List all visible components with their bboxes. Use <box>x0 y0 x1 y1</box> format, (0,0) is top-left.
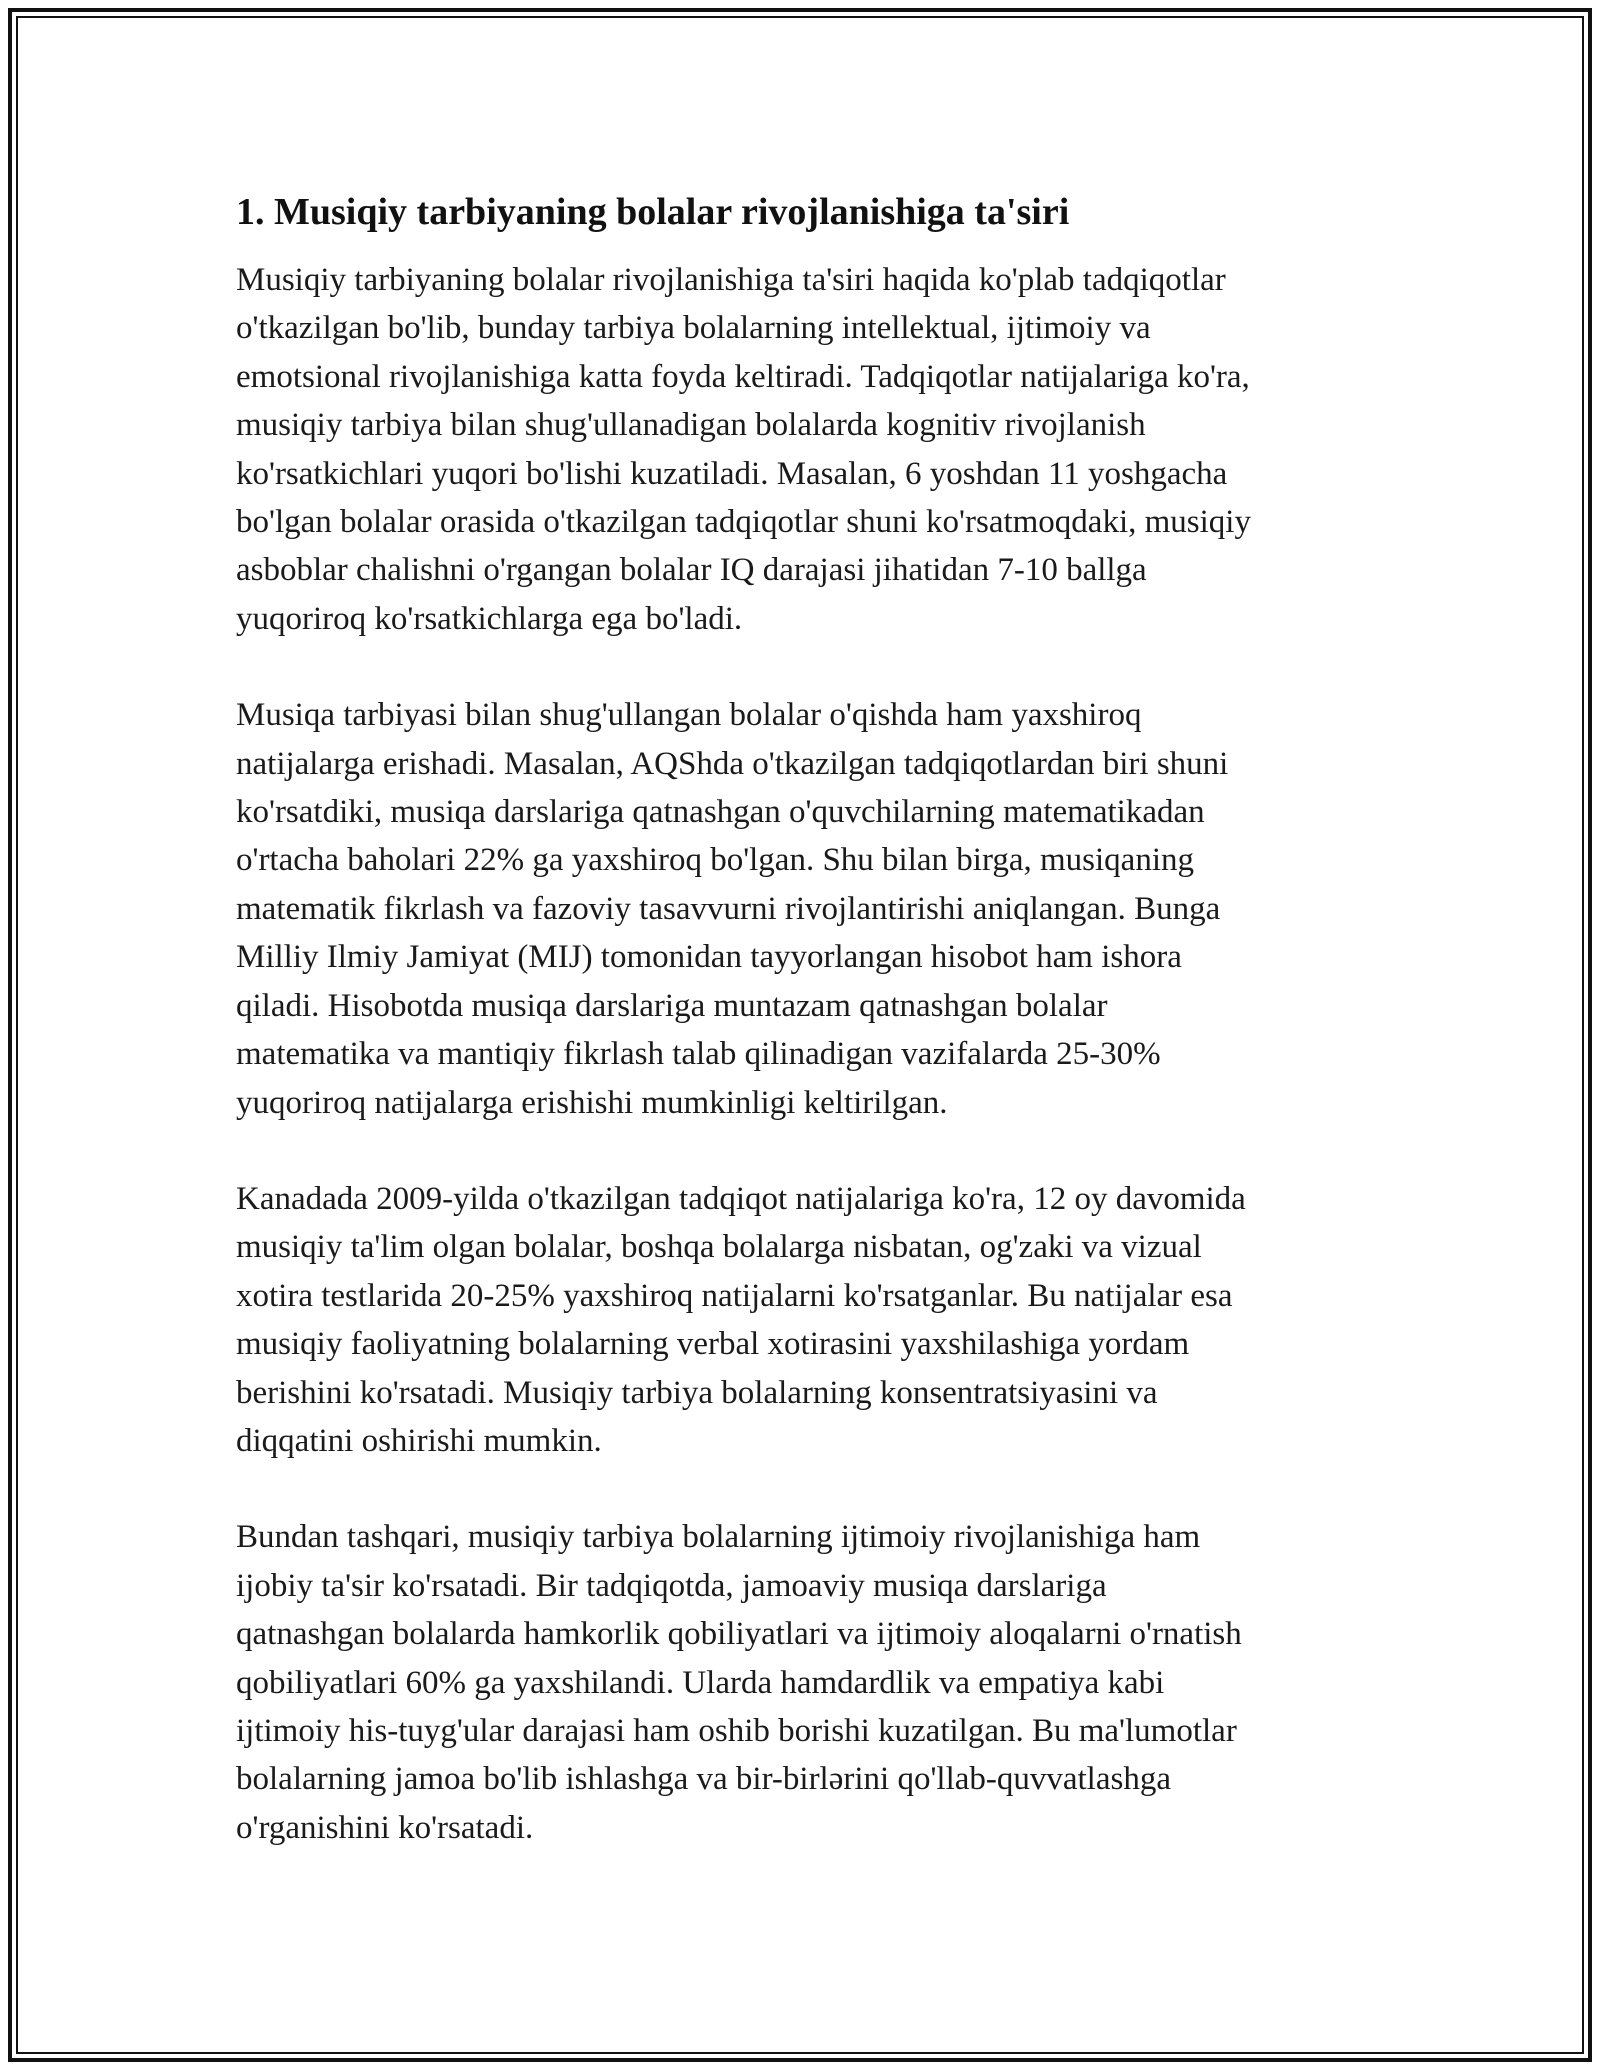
section-title: 1. Musiqiy tarbiyaning bolalar rivojlanishiga ta'siri <box>236 191 1070 233</box>
paragraph-3: Kanadada 2009-yilda o'tkazilgan tadqiqot natijalariga ko'ra, 12 oy davomida musiqiy ta'lim olgan bolalar, boshqa bolalarga nisbatan, og'zaki va vizual xotira testlarida 20-25% yaxshiroq natijalarni ko'rsatganlar. Bu natijalar esa musiqiy faoliyatning bolalarning verbal xotirasini yaxshilashiga yordam berishini ko'rsatadi. Musiqiy tarbiya bolalarning konsentratsiyasini va diqqatini oshirishi mumkin. <box>236 1180 1246 1459</box>
paragraph-1: Musiqiy tarbiyaning bolalar rivojlanishiga ta'siri haqida ko'plab tadqiqotlar o'tkazilgan bo'lib, bunday tarbiya bolalarning intellektual, ijtimoiy va emotsional rivojlanishiga katta foyda keltiradi. Tadqiqotlar natijalariga ko'ra, musiqiy tarbiya bilan shug'ullanadigan bolalarda kognitiv rivojlanish ko'rsatkichlari yuqori bo'lishi kuzatiladi. Masalan, 6 yoshdan 11 yoshgacha bo'lgan bolalar orasida o'tkazilgan tadqiqotlar shuni ko'rsatmoqdaki, musiqiy asboblar chalishni o'rgangan bolalar IQ darajasi jihatidan 7-10 ballga yuqoriroq ko'rsatkichlarga ega bo'ladi. <box>236 262 1251 637</box>
paragraph-2: Musiqa tarbiyasi bilan shug'ullangan bolalar o'qishda ham yaxshiroq natijalarga erishadi. Masalan, AQShda o'tkazilgan tadqiqotlardan biri shuni ko'rsatdiki, musiqa darslariga qatnashgan o'quvchilarning matematikadan o'rtacha baholari 22% ga yaxshiroq bo'lgan. Shu bilan birga, musiqaning matematik fikrlash va fazoviy tasavvurni rivojlantirishi aniqlangan. Bunga Milliy Ilmiy Jamiyat (MIJ) tomonidan tayyorlangan hisobot ham ishora qiladi. Hisobotda musiqa darslariga muntazam qatnashgan bolalar matematika va mantiqiy fikrlash talab qilinadigan vazifalarda 25-30% yuqoriroq natijalarga erishishi mumkinligi keltirilgan. <box>236 697 1229 1121</box>
paragraph-4: Bundan tashqari, musiqiy tarbiya bolalarning ijtimoiy rivojlanishiga ham ijobiy ta'sir ko'rsatadi. Bir tadqiqotda, jamoaviy musiqa darslariga qatnashgan bolalarda hamkorlik qobiliyatlari va ijtimoiy aloqalarni o'rnatish qobiliyatlari 60% ga yaxshilandi. Ularda hamdardlik va empatiya kabi ijtimoiy his-tuyg'ular darajasi ham oshib borishi kuzatilgan. Bu ma'lumotlar bolalarning jamoa bo'lib ishlashga va bir-birlərini qo'llab-quvvatlashga o'rganishini ko'rsatadi. <box>236 1519 1242 1846</box>
document-body <box>236 188 1376 1852</box>
